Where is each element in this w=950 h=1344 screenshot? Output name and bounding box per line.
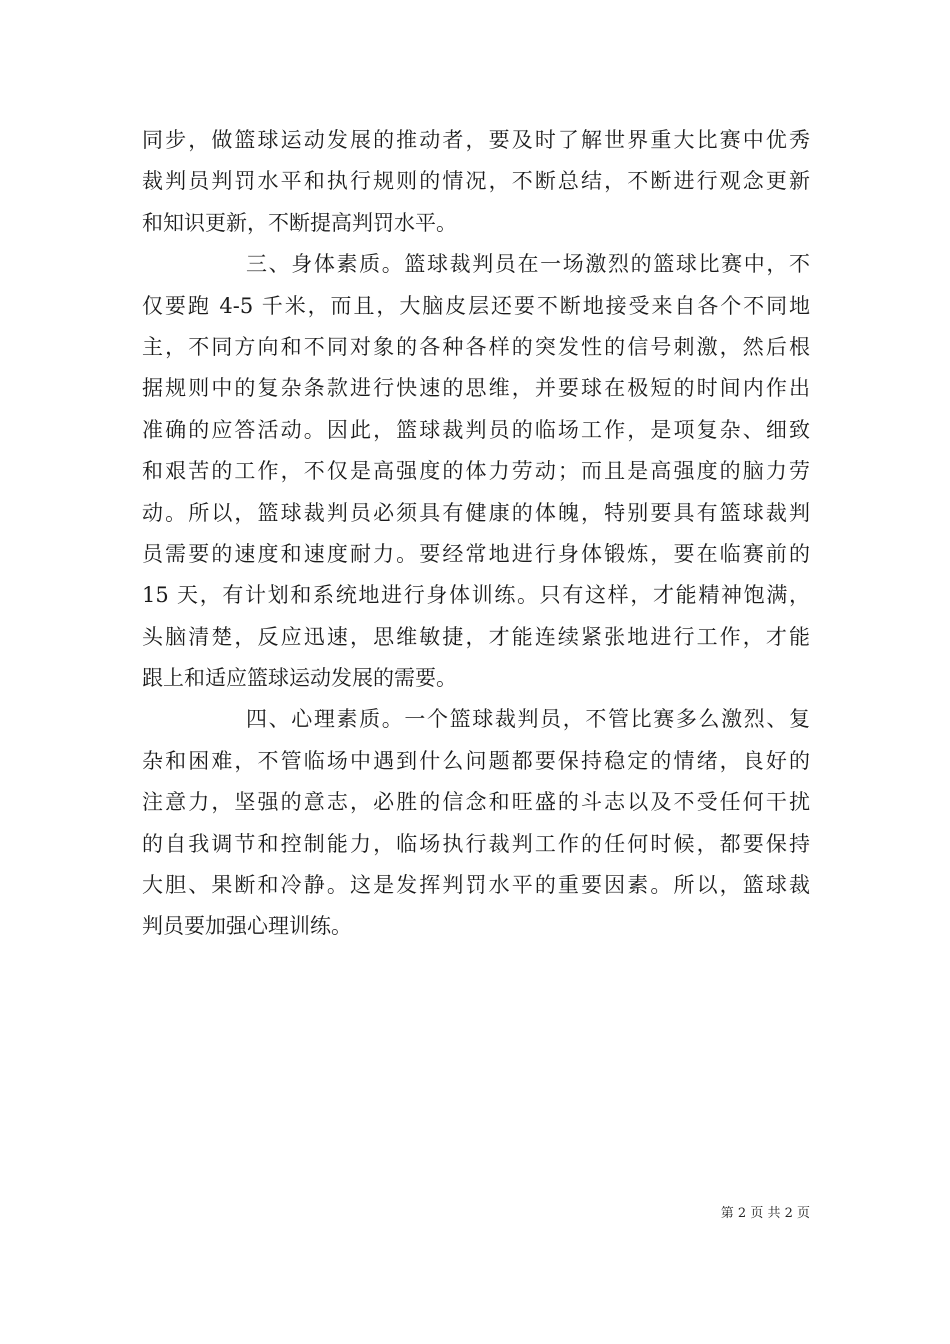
text-line: 动。所以，篮球裁判员必须具有健康的体魄，特别要具有篮球裁判	[142, 500, 810, 525]
text-line: 四、心理素质。一个篮球裁判员，不管比赛多么激烈、复	[246, 707, 810, 732]
text-line: 的自我调节和控制能力，临场执行裁判工作的任何时候，都要保持	[142, 831, 810, 856]
text-line: 和知识更新，不断提高判罚水平。	[142, 210, 457, 235]
text-line: 杂和困难，不管临场中遇到什么问题都要保持稳定的情绪，良好的	[142, 748, 810, 773]
text-line: 裁判员判罚水平和执行规则的情况，不断总结，不断进行观念更新	[142, 169, 810, 194]
text-line: 仅要跑 4-5 千米，而且，大脑皮层还要不断地接受来自各个不同地	[142, 293, 810, 318]
text-line: 员需要的速度和速度耐力。要经常地进行身体锻炼，要在临赛前的	[142, 541, 810, 566]
text-line: 跟上和适应篮球运动发展的需要。	[142, 666, 457, 691]
text-line: 和艰苦的工作，不仅是高强度的体力劳动；而且是高强度的脑力劳	[142, 459, 810, 484]
document-body	[142, 120, 810, 948]
text-line: 15 天，有计划和系统地进行身体训练。只有这样，才能精神饱满，	[142, 583, 810, 608]
text-line: 头脑清楚，反应迅速，思维敏捷，才能连续紧张地进行工作，才能	[142, 624, 810, 649]
text-line: 同步，做篮球运动发展的推动者，要及时了解世界重大比赛中优秀	[142, 128, 810, 152]
text-line: 判员要加强心理训练。	[142, 914, 352, 939]
text-line: 大胆、果断和冷静。这是发挥判罚水平的重要因素。所以，篮球裁	[142, 873, 810, 898]
page-number-footer: 第 2 页 共 2 页	[720, 1206, 810, 1221]
text-line: 注意力，坚强的意志，必胜的信念和旺盛的斗志以及不受任何干扰	[142, 790, 810, 815]
text-line: 主，不同方向和不同对象的各种各样的突发性的信号刺激，然后根	[142, 334, 810, 359]
text-line: 据规则中的复杂条款进行快速的思维，并要球在极短的时间内作出	[142, 376, 810, 401]
text-line: 三、身体素质。篮球裁判员在一场激烈的篮球比赛中，不	[246, 252, 810, 277]
text-line: 准确的应答活动。因此，篮球裁判员的临场工作，是项复杂、细致	[142, 417, 810, 442]
